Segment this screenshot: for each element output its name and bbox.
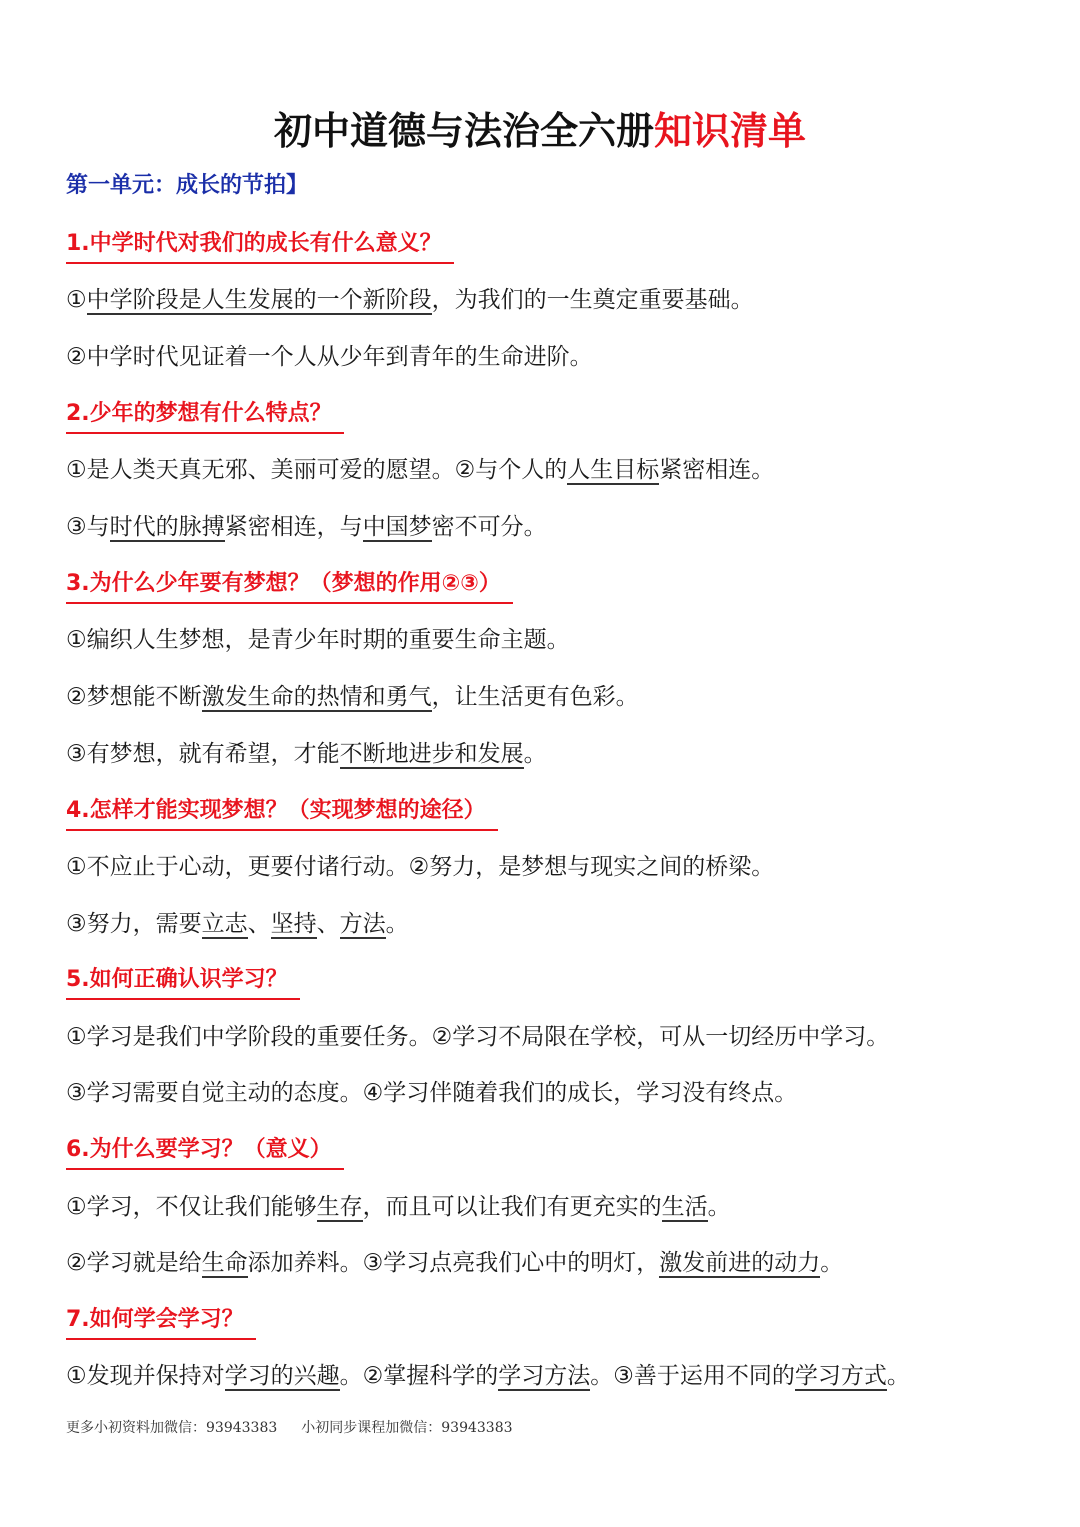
text-segment: 。②掌握科学的 — [339, 1363, 499, 1389]
text-segment: ②中学时代见证着一个人从少年到青年的生命进阶。 — [66, 344, 593, 370]
text-segment: ①学习，不仅让我们能够 — [66, 1194, 317, 1220]
footer-note-1: 更多小初资料加微信：93943383 — [66, 1420, 278, 1436]
answer-line — [66, 509, 547, 545]
answer-line — [66, 1075, 797, 1111]
text-segment: ①是人类天真无邪、美丽可爱的愿望。②与个人的 — [66, 457, 568, 483]
answer-line — [66, 452, 774, 488]
text-segment: 。③善于运用不同的 — [590, 1363, 795, 1389]
answer-line — [66, 736, 547, 772]
text-segment: ③有梦想，就有希望，才能 — [66, 741, 340, 767]
text-segment: ③努力，需要 — [66, 911, 202, 937]
underlined-keyword: 不断地进步和发展 — [339, 741, 524, 767]
text-segment: ，让生活更有色彩。 — [431, 684, 639, 710]
text-segment: 。 — [707, 1194, 731, 1220]
text-segment: 。 — [886, 1363, 910, 1389]
answer-line — [66, 679, 639, 715]
answer-line — [66, 282, 754, 318]
underlined-keyword: 激发生命的热情和勇气 — [201, 684, 432, 710]
title-main: 初中道德与法治全六册 — [273, 108, 654, 153]
text-segment: 。 — [523, 741, 547, 767]
text-segment: ①不应止于心动，更要付诸行动。②努力，是梦想与现实之间的桥梁。 — [66, 854, 775, 880]
text-segment: 、 — [316, 911, 340, 937]
text-segment: 紧密相连，与 — [224, 514, 363, 540]
text-segment: ，而且可以让我们有更充实的 — [362, 1194, 662, 1220]
question-heading: 1.中学时代对我们的成长有什么意义？ — [66, 226, 454, 264]
question-heading: 5.如何正确认识学习？ — [66, 962, 300, 1000]
underlined-keyword: 时代的脉搏 — [109, 514, 225, 540]
question-heading: 6.为什么要学习？（意义） — [66, 1132, 344, 1170]
text-segment: ① — [66, 287, 87, 313]
text-segment: ①发现并保持对 — [66, 1363, 225, 1389]
underlined-keyword: 学习方法 — [498, 1363, 591, 1389]
underlined-keyword: 学习的兴趣 — [224, 1363, 340, 1389]
underlined-keyword: 中学阶段是人生发展的一个新阶段 — [86, 287, 432, 313]
underlined-keyword: 激发前进的动力 — [659, 1250, 821, 1276]
text-segment: ①编织人生梦想，是青少年时期的重要生命主题。 — [66, 627, 570, 653]
answer-line — [66, 849, 774, 885]
underlined-keyword: 生存 — [316, 1194, 363, 1220]
question-heading: 7.如何学会学习？ — [66, 1302, 256, 1340]
answer-line — [66, 1245, 843, 1281]
answer-line — [66, 1019, 889, 1055]
underlined-keyword: 人生目标 — [567, 457, 660, 483]
answer-line — [66, 622, 570, 658]
text-segment: 。 — [820, 1250, 844, 1276]
footer-note-2: 小初同步课程加微信：93943383 — [301, 1420, 513, 1436]
text-segment: ②学习就是给 — [66, 1250, 202, 1276]
underlined-keyword: 坚持 — [270, 911, 317, 937]
question-heading: 4.怎样才能实现梦想？（实现梦想的途径） — [66, 793, 498, 831]
document-title — [0, 104, 1080, 158]
answer-line — [66, 1358, 910, 1394]
question-heading: 2.少年的梦想有什么特点？ — [66, 396, 344, 434]
text-segment: ②梦想能不断 — [66, 684, 202, 710]
text-segment: 。 — [385, 911, 409, 937]
answer-line — [66, 1189, 731, 1225]
text-segment: 紧密相连。 — [659, 457, 775, 483]
text-segment: 添加养料。③学习点亮我们心中的明灯， — [247, 1250, 660, 1276]
question-heading: 3.为什么少年要有梦想？（梦想的作用②③） — [66, 566, 513, 604]
text-segment: ③与 — [66, 514, 110, 540]
underlined-keyword: 立志 — [201, 911, 248, 937]
underlined-keyword: 学习方式 — [794, 1363, 887, 1389]
unit-heading: 第一单元：成长的节拍】 — [66, 173, 309, 198]
text-segment: 密不可分。 — [431, 514, 547, 540]
underlined-keyword: 生活 — [661, 1194, 708, 1220]
text-segment: ③学习需要自觉主动的态度。④学习伴随着我们的成长，学习没有终点。 — [66, 1080, 798, 1106]
text-segment: ，为我们的一生奠定重要基础。 — [431, 287, 754, 313]
underlined-keyword: 中国梦 — [362, 514, 432, 540]
answer-line — [66, 339, 593, 375]
underlined-keyword: 生命 — [201, 1250, 248, 1276]
underlined-keyword: 方法 — [339, 911, 386, 937]
title-highlight: 知识清单 — [654, 108, 807, 153]
footer — [66, 1414, 513, 1442]
text-segment: 、 — [247, 911, 271, 937]
text-segment: ①学习是我们中学阶段的重要任务。②学习不局限在学校，可从一切经历中学习。 — [66, 1024, 890, 1050]
answer-line — [66, 906, 409, 942]
